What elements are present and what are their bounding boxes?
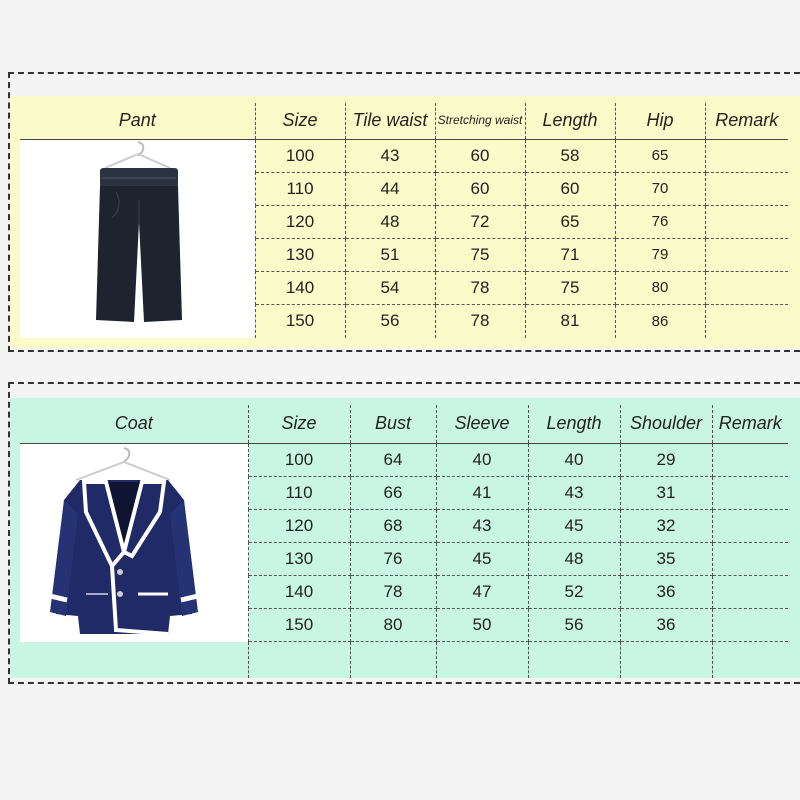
table-row xyxy=(20,642,788,678)
pant-size-table xyxy=(20,103,788,338)
pants-image-cell xyxy=(20,139,255,338)
hip-header: Hip xyxy=(615,103,705,139)
pants-image xyxy=(20,140,255,338)
table-row: 140 54 78 75 80 xyxy=(20,271,788,304)
stretching-waist-header: Stretching waist xyxy=(435,103,525,139)
length-header: Length xyxy=(528,405,620,443)
remark-header: Remark xyxy=(712,405,788,443)
table-row: 120 48 72 65 76 xyxy=(20,205,788,238)
tile-waist-header: Tile waist xyxy=(345,103,435,139)
coat-header: Coat xyxy=(20,405,248,443)
table-row: 150 80 50 56 36 xyxy=(20,608,788,641)
blazer-image-cell xyxy=(20,443,248,642)
shoulder-header: Shoulder xyxy=(620,405,712,443)
remark-header: Remark xyxy=(705,103,788,139)
table-row: 140 78 47 52 36 xyxy=(20,575,788,608)
table-row: 150 56 78 81 86 xyxy=(20,304,788,337)
table-row: 130 76 45 48 35 xyxy=(20,542,788,575)
table-row: 100 43 60 58 65 xyxy=(20,139,788,172)
coat-size-table xyxy=(20,405,788,678)
blazer-image xyxy=(20,444,248,642)
bust-header: Bust xyxy=(350,405,436,443)
pant-header: Pant xyxy=(20,103,255,139)
table-row: 130 51 75 71 79 xyxy=(20,238,788,271)
table-row: 110 66 41 43 31 xyxy=(20,476,788,509)
table-row: 120 68 43 45 32 xyxy=(20,509,788,542)
size-header: Size xyxy=(255,103,345,139)
length-header: Length xyxy=(525,103,615,139)
pant-size-panel xyxy=(0,0,800,360)
table-row: 110 44 60 60 70 xyxy=(20,172,788,205)
size-header: Size xyxy=(248,405,350,443)
sleeve-header: Sleeve xyxy=(436,405,528,443)
table-row: 100 64 40 40 29 xyxy=(20,443,788,476)
coat-size-panel xyxy=(0,360,800,700)
